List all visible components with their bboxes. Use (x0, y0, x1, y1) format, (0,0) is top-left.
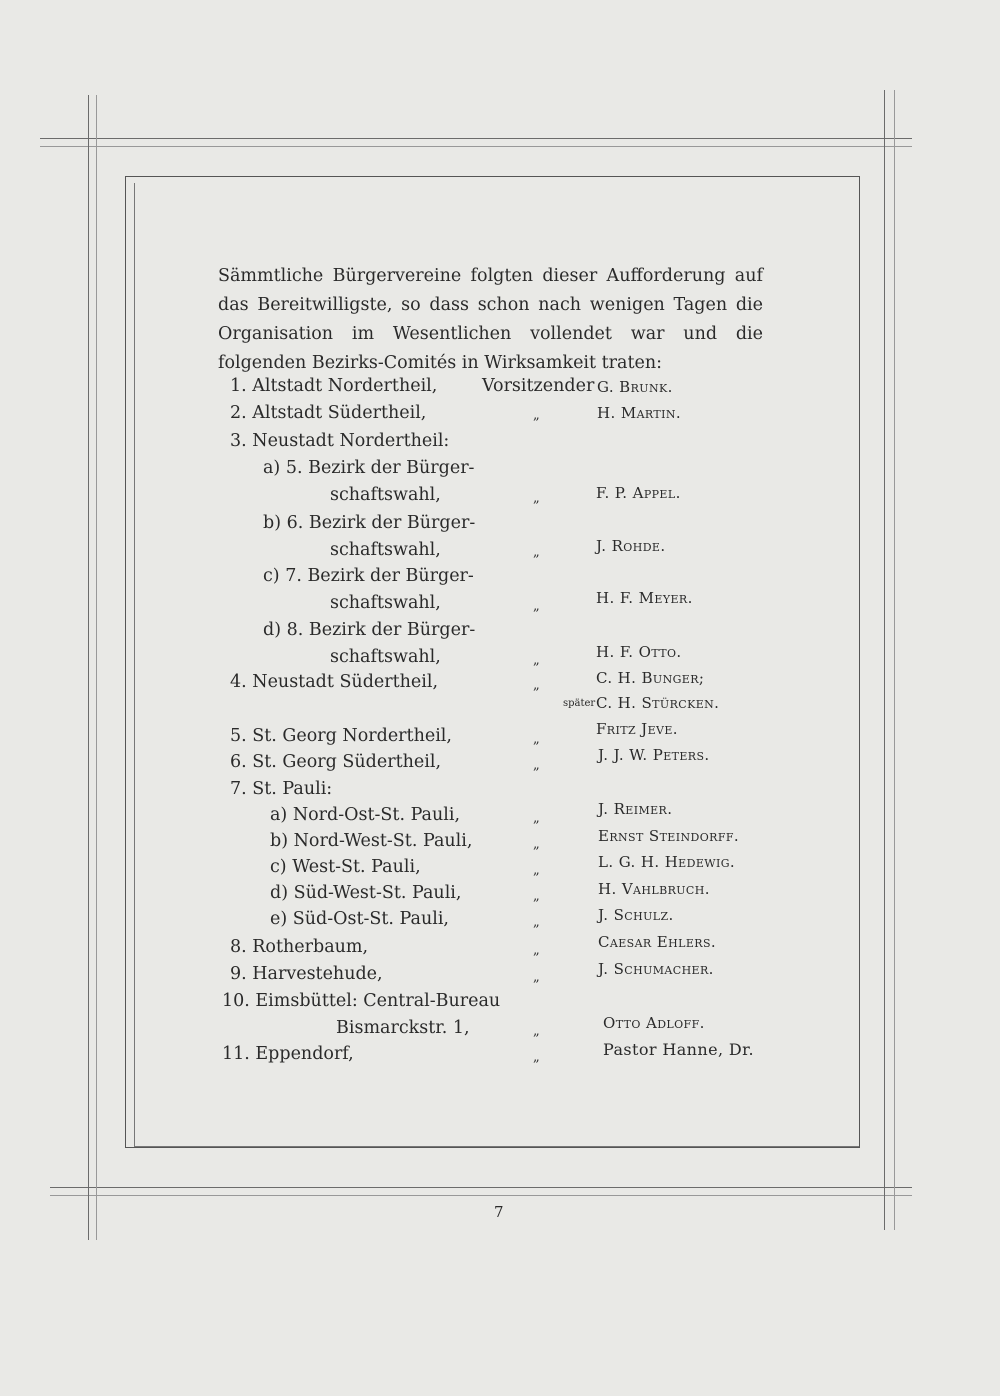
chair-name: J. Reimer. (598, 800, 673, 818)
district-label: 4. Neustadt Südertheil, (230, 672, 439, 692)
right-rule (884, 90, 885, 1230)
district-label: 8. Rotherbaum, (230, 937, 369, 957)
chair-name: J. J. W. Peters. (598, 746, 710, 764)
right-rule-inner (894, 90, 895, 1230)
district-label: 9. Harvestehude, (230, 964, 383, 984)
ditto-mark: „ (533, 408, 540, 423)
chair-name: H. F. Otto. (596, 643, 682, 661)
district-label: a) Nord-Ost-St. Pauli, (270, 805, 461, 825)
ditto-mark: „ (533, 915, 540, 930)
ditto-mark: „ (533, 758, 540, 773)
district-label: 1. Altstadt Nordertheil, (230, 376, 438, 396)
chair-name: Ernst Steindorff. (598, 827, 740, 845)
district-label: 2. Altstadt Südertheil, (230, 403, 427, 423)
district-label: 3. Neustadt Nordertheil: (230, 431, 450, 451)
chair-name-later: C. H. Stürcken. (596, 694, 720, 712)
left-rule (88, 95, 89, 1240)
chair-name: J. Rohde. (596, 537, 666, 555)
chair-name: C. H. Bunger; (596, 669, 705, 687)
district-label: 7. St. Pauli: (230, 779, 333, 799)
chair-name: H. F. Meyer. (596, 589, 693, 607)
district-label-cont: schaftswahl, (330, 647, 441, 667)
district-label: c) West-St. Pauli, (270, 857, 421, 877)
bottom-rule (50, 1187, 912, 1188)
left-rule-inner (96, 95, 97, 1240)
chair-name: H. Martin. (597, 404, 682, 422)
top-rule (40, 138, 912, 139)
ditto-mark: „ (533, 970, 540, 985)
later-note: später (563, 698, 596, 709)
top-rule-inner (40, 146, 912, 147)
chair-label: Vorsitzender (482, 376, 595, 396)
chair-name: Pastor Hanne, Dr. (603, 1040, 754, 1059)
district-label: a) 5. Bezirk der Bürger- (263, 458, 475, 478)
district-label: e) Süd-Ost-St. Pauli, (270, 909, 449, 929)
ditto-mark: „ (533, 1024, 540, 1039)
chair-name: H. Vahlbruch. (598, 880, 710, 898)
district-label-cont: schaftswahl, (330, 485, 441, 505)
ditto-mark: „ (533, 889, 540, 904)
ditto-mark: „ (533, 678, 540, 693)
ditto-mark: „ (533, 491, 540, 506)
district-label-cont: schaftswahl, (330, 593, 441, 613)
chair-name: L. G. H. Hedewig. (598, 853, 736, 871)
district-label: b) Nord-West-St. Pauli, (270, 831, 473, 851)
ditto-mark: „ (533, 545, 540, 560)
district-label-cont: Bismarckstr. 1, (336, 1018, 470, 1038)
chair-name: Caesar Ehlers. (598, 933, 717, 951)
district-label-cont: schaftswahl, (330, 540, 441, 560)
ditto-mark: „ (533, 599, 540, 614)
bottom-rule-inner (50, 1195, 912, 1196)
chair-name: F. P. Appel. (596, 484, 681, 502)
chair-name: Otto Adloff. (603, 1014, 705, 1032)
district-label: 11. Eppendorf, (222, 1044, 354, 1064)
ditto-mark: „ (533, 837, 540, 852)
ditto-mark: „ (533, 863, 540, 878)
ditto-mark: „ (533, 811, 540, 826)
district-label: d) Süd-West-St. Pauli, (270, 883, 462, 903)
chair-name: J. Schulz. (598, 906, 674, 924)
district-label: c) 7. Bezirk der Bürger- (263, 566, 474, 586)
ditto-mark: „ (533, 732, 540, 747)
ditto-mark: „ (533, 943, 540, 958)
district-label: 5. St. Georg Nordertheil, (230, 726, 452, 746)
district-label: 6. St. Georg Südertheil, (230, 752, 442, 772)
chair-name: G. Brunk. (597, 378, 673, 396)
chair-name: J. Schumacher. (598, 960, 714, 978)
intro-paragraph: Sämmtliche Bürgervereine folgten dieser Aufforderung auf das Bereitwilligste, so dass schon nach wenigen Tagen die Organisation im Wesentlichen vollendet war und die folgenden Bezirks-Comités in Wirksamkeit traten: (218, 266, 763, 373)
page-number: 7 (494, 1203, 504, 1221)
district-label: d) 8. Bezirk der Bürger- (263, 620, 476, 640)
district-label: 10. Eimsbüttel: Central-Bureau (222, 991, 501, 1011)
ditto-mark: „ (533, 1050, 540, 1065)
ditto-mark: „ (533, 653, 540, 668)
chair-name: Fritz Jeve. (596, 720, 678, 738)
district-label: b) 6. Bezirk der Bürger- (263, 513, 476, 533)
